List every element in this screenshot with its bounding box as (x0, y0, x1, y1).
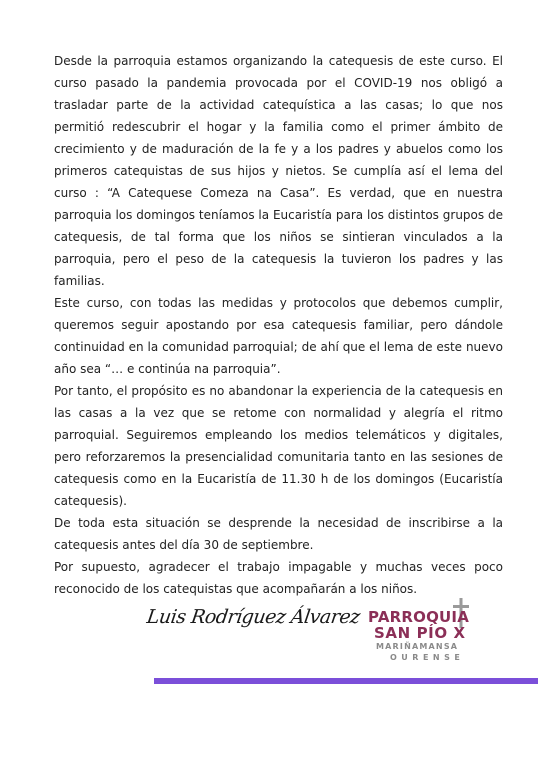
letter-body (54, 50, 503, 600)
logo-line-parroquia: PARROQUIA (368, 608, 469, 626)
parish-logo (368, 602, 488, 666)
paragraph-1: Desde la parroquia estamos organizando la catequesis de este curso. El curso pasado la pandemia provocada por el COVID-19 nos obligó a trasladar parte de la actividad catequística a las casas; lo que nos permitió redescubrir el hogar y la familia como el primer ámbito de crecimiento y de maduración de la fe y a los padres y abuelos como los primeros catequistas de sus hijos y nietos. Se cumplía así el lema del curso : “A Catequese Comeza na Casa”. Es verdad, que en nuestra parroquia los domingos teníamos la Eucaristía para los distintos grupos de catequesis, de tal forma que los niños se sintieran vinculados a la parroquia, pero el peso de la catequesis la tuvieron los padres y las familias. (54, 54, 503, 288)
footer-accent-bar (154, 678, 538, 684)
logo-line-san-pio: SAN PÍO X (374, 624, 466, 642)
paragraph-2: Este curso, con todas las medidas y protocolos que debemos cumplir, queremos seguir apostando por esa catequesis familiar, pero dándole continuidad en la comunidad parroquial; de ahí que el lema de este nuevo año sea “… e continúa na parroquia”. (54, 296, 503, 376)
paragraph-5: Por supuesto, agradecer el trabajo impagable y muchas veces poco reconocido de los catequistas que acompañarán a los niños. (54, 560, 503, 596)
paragraph-3: Por tanto, el propósito es no abandonar la experiencia de la catequesis en las casas a la vez que se retome con normalidad y alegría el ritmo parroquial. Seguiremos empleando los medios telemáticos y digitales, pero reforzaremos la presencialidad comunitaria tanto en las sesiones de catequesis como en la Eucaristía de 11.30 h de los domingos (Eucaristía catequesis). (54, 384, 503, 508)
logo-line-ourense: OURENSE (390, 653, 465, 662)
signature: Luis Rodríguez Álvarez (145, 606, 362, 628)
paragraph-4: De toda esta situación se desprende la necesidad de inscribirse a la catequesis antes del día 30 de septiembre. (54, 516, 503, 552)
logo-line-marinamansa: MARIÑAMANSA (376, 642, 459, 651)
